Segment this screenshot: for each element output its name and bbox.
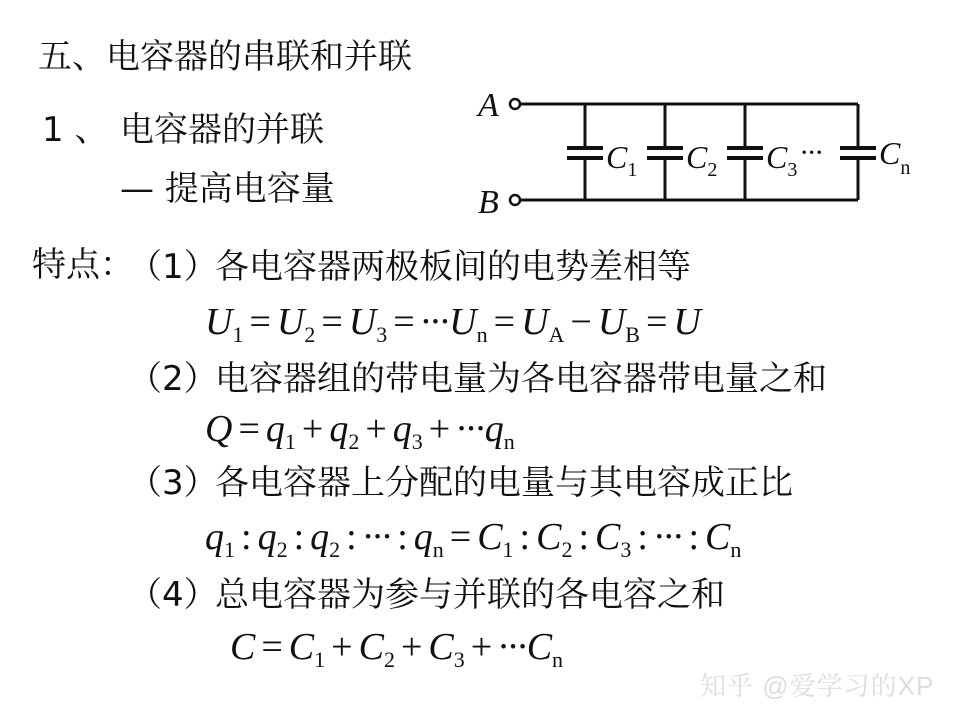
subsection-title: 电容器的并联	[120, 110, 324, 150]
feature-4-text: 总电容器为参与并联的各电容之和	[215, 575, 725, 615]
capacitor-cn-label: $C_n$	[879, 135, 911, 179]
section-title: 五、电容器的串联和并联	[38, 37, 412, 77]
formula-2: $Q = q_1 + q_2 + q_3 + \cdot\cdot\cdot q_n$	[205, 408, 515, 454]
feature-1-text: 各电容器两极板间的电势差相等	[215, 247, 691, 287]
capacitor-c3-label: $C_3$	[766, 139, 798, 181]
subsection-number: 1 、	[42, 110, 109, 150]
feature-2-number: （2）	[128, 359, 218, 399]
feature-2-text: 电容器组的带电量为各电容器带电量之和	[215, 359, 827, 399]
terminal-a-node	[510, 99, 520, 109]
feature-4-number: （4）	[128, 575, 218, 615]
capacitor-c2-label: $C_2$	[686, 139, 718, 181]
features-label: 特点：	[32, 245, 134, 285]
feature-3-text: 各电容器上分配的电量与其电容成正比	[215, 463, 793, 503]
capacitor-c1-label: $C_1$	[606, 139, 638, 181]
terminal-b-label: B	[478, 184, 499, 221]
capacitor-c1	[567, 104, 637, 200]
watermark: 知乎 @爱学习的XP	[700, 671, 935, 701]
capacitor-c2	[647, 104, 717, 200]
subtitle: — 提高电容量	[120, 169, 335, 209]
capacitor-c3	[727, 104, 797, 200]
formula-4: $C = C_1 + C_2 + C_3 + \cdot\cdot\cdot C_n$	[230, 626, 564, 672]
circuit-ellipsis: ···	[800, 136, 823, 169]
formula-3: $q_1$ : $q_2$ : $q_2$ : ··· : $q_n = C_1$ : $C_2$ : $C_3$ : ··· : $C_n$	[205, 516, 742, 562]
feature-3-number: （3）	[128, 463, 218, 503]
capacitor-cn	[840, 104, 910, 200]
terminal-a-label: A	[478, 87, 499, 124]
formula-1: $U_1 = U_2 = U_3 = \cdot\cdot\cdot U_n = U_A - U_B = U$	[205, 301, 701, 347]
terminal-b-node	[510, 195, 520, 205]
feature-1-number: （1）	[128, 247, 218, 287]
parallel-circuit-diagram	[460, 70, 940, 240]
